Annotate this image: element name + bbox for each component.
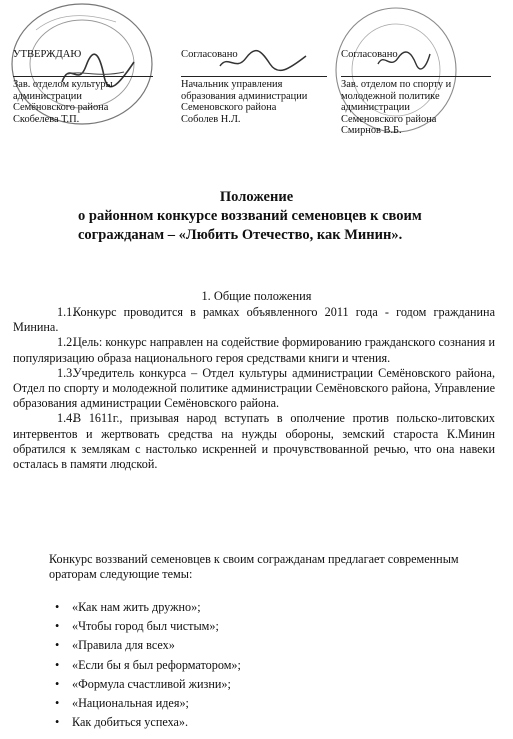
list-item <box>52 656 241 675</box>
approval-label-1: УТВЕРЖДАЮ <box>13 49 82 60</box>
list-item <box>52 636 241 655</box>
bullet-icon: • <box>55 638 60 653</box>
list-item <box>52 694 241 713</box>
theme-text: «Национальная идея»; <box>72 696 189 711</box>
bullet-icon: • <box>55 657 60 672</box>
section-heading: 1. Общие положения <box>201 289 312 303</box>
clause <box>13 305 495 335</box>
list-item <box>52 675 241 694</box>
theme-text: «Как нам жить дружно»; <box>72 600 201 614</box>
list-item <box>52 617 241 636</box>
theme-text: «Чтобы город был чистым»; <box>72 619 219 634</box>
approval-line: образования администрации <box>181 90 308 102</box>
clause <box>13 366 495 412</box>
approval-block-1 <box>13 79 113 125</box>
bullet-icon: • <box>55 696 60 711</box>
document-title: Положение <box>219 189 294 205</box>
clause-number: 1.3. <box>57 365 76 380</box>
clause-number: 1.4. <box>57 411 76 426</box>
section-items <box>13 305 495 472</box>
approval-line: Соболев Н.Л. <box>181 113 241 125</box>
theme-text: «Если бы я был реформатором»; <box>72 657 241 672</box>
approval-label-3: Согласовано <box>341 49 398 60</box>
clause-number: 1.2. <box>57 335 76 350</box>
approval-line: молодежной политике <box>341 90 440 102</box>
approval-line: Семеновского района <box>341 113 437 125</box>
clause-text: В 1611г., призывая народ вступать в ополчение против польско-литовских интервентов и жертвовать средства на нужды обороны, земский староста К.Минин обратился к землякам с настолько искренней и прочувствованной речью, что она навеки осталась в памяти людской. <box>13 411 495 472</box>
clause-text: Конкурс проводится в рамках объявленного 2011 года - годом гражданина Минина. <box>13 305 495 335</box>
approval-line: Семёновского района <box>13 102 109 114</box>
theme-text: «Формула счастливой жизни»; <box>72 676 231 691</box>
approval-line: администрации <box>13 90 82 102</box>
bullet-icon: • <box>55 600 60 614</box>
themes-intro: Конкурс воззваний семеновцев к своим согражданам предлагает современным ораторам следующие темы: <box>49 552 459 582</box>
theme-text: Как добиться успеха». <box>72 715 189 730</box>
bullet-icon: • <box>55 715 60 730</box>
bullet-icon: • <box>55 619 60 634</box>
bullet-icon: • <box>55 676 60 691</box>
approval-line: Зав. отделом по спорту и <box>341 79 452 90</box>
signature-line-3 <box>341 76 491 77</box>
clause-number: 1.1. <box>57 305 76 319</box>
clause <box>13 411 495 472</box>
clause-text: Цель: конкурс направлен на содействие формированию гражданского сознания и популяризацию образа национального героя средствами книги и чтения. <box>13 335 495 365</box>
approval-line: Скобелева Т.П. <box>13 113 80 125</box>
approval-line: Начальник управления <box>181 79 283 90</box>
list-item <box>52 598 241 617</box>
theme-text: «Правила для всех» <box>72 638 175 653</box>
signature-line-2 <box>181 76 327 77</box>
approval-label-2: Согласовано <box>181 49 238 60</box>
approval-line: Смирнов В.Б. <box>341 125 402 137</box>
document-subtitle-line-2: согражданам – «Любить Отечество, как Минин». <box>78 227 403 243</box>
approval-block-2 <box>181 79 307 125</box>
approval-block-3 <box>341 79 451 137</box>
list-item <box>52 713 241 732</box>
themes-list <box>52 598 241 732</box>
document-subtitle-line-1: о районном конкурсе воззваний семеновцев к своим <box>78 208 422 224</box>
approval-line: Семеновского района <box>181 102 277 114</box>
approval-line: администрации <box>341 102 410 114</box>
clause <box>13 335 495 365</box>
approval-line: Зав. отделом культуры <box>13 79 113 90</box>
signature-line-1 <box>13 76 153 77</box>
clause-text: Учредитель конкурса – Отдел культуры администрации Семёновского района, Отдел по спорту и молодежной политике администрации Семёновского района, Управление образования администрации Семёновского района. <box>13 365 495 411</box>
